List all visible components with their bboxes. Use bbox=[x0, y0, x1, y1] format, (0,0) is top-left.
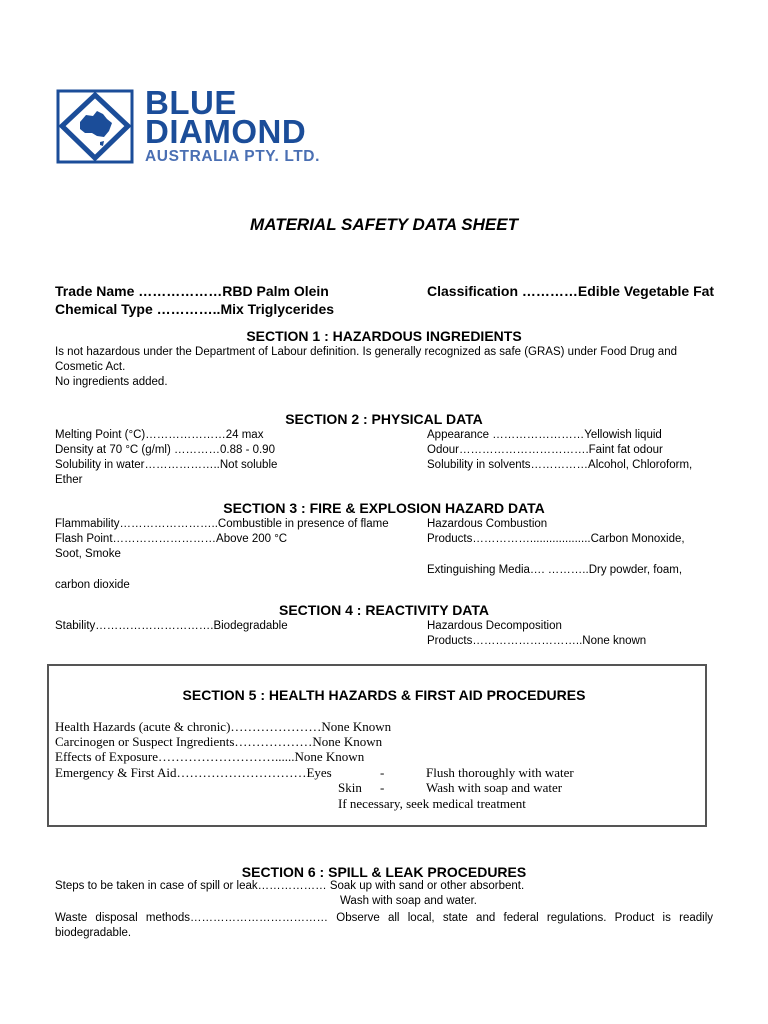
section3-heading: SECTION 3 : FIRE & EXPLOSION HAZARD DATA bbox=[223, 500, 545, 516]
trade-name: Trade Name ………………RBD Palm Olein bbox=[55, 283, 329, 299]
classification: Classification …………Edible Vegetable Fat bbox=[427, 283, 715, 299]
carcinogen: Carcinogen or Suspect Ingredients………………None Known bbox=[55, 734, 383, 749]
spill-wash: Wash with soap and water. bbox=[340, 895, 478, 907]
skin-dash: - bbox=[380, 780, 385, 795]
section1-line1: Is not hazardous under the Department of Labour definition. Is generally recognized as safe (GRAS) under Food Drug and bbox=[55, 346, 677, 358]
odour: Odour…………………………….Faint fat odour bbox=[427, 444, 663, 456]
page-title: MATERIAL SAFETY DATA SHEET bbox=[250, 215, 518, 234]
section6-heading: SECTION 6 : SPILL & LEAK PROCEDURES bbox=[241, 864, 527, 880]
melting-point: Melting Point (°C)…………………24 max bbox=[55, 429, 264, 441]
spill-steps: Steps to be taken in case of spill or leak……………… Soak up with sand or other absorbent. bbox=[55, 880, 525, 892]
effects-of-exposure: Effects of Exposure………………………......None Known bbox=[55, 749, 365, 764]
soot-smoke: Soot, Smoke bbox=[55, 548, 121, 560]
flammability: Flammability……………………..Combustible in presence of flame bbox=[55, 518, 389, 530]
section1-heading: SECTION 1 : HAZARDOUS INGREDIENTS bbox=[246, 328, 522, 344]
emergency-first-aid: Emergency & First Aid…………………………Eyes bbox=[55, 765, 332, 780]
solubility-solvents: Solubility in solvents……………Alcohol, Chloroform, bbox=[427, 459, 693, 471]
density: Density at 70 °C (g/ml) …………0.88 - 0.90 bbox=[55, 444, 275, 456]
flash-point: Flash Point………………………Above 200 °C bbox=[55, 533, 288, 545]
section4-heading: SECTION 4 : REACTIVITY DATA bbox=[278, 602, 489, 618]
waste-disposal: Waste disposal methods……………………………… Observe all local, state and federal regulations. Product is readily biodegradable. bbox=[55, 912, 713, 939]
section1-line3: No ingredients added. bbox=[55, 376, 168, 388]
health-hazards: Health Hazards (acute & chronic)…………………None Known bbox=[55, 719, 392, 734]
chemical-type: Chemical Type …………..Mix Triglycerides bbox=[55, 301, 335, 317]
skin-label: Skin bbox=[338, 780, 362, 795]
section2-heading: SECTION 2 : PHYSICAL DATA bbox=[285, 411, 483, 427]
diamond-logo-icon bbox=[56, 89, 134, 164]
solubility-water: Solubility in water………………..Not soluble bbox=[55, 459, 278, 471]
carbon-dioxide: carbon dioxide bbox=[55, 579, 130, 591]
skin-action: Wash with soap and water bbox=[426, 780, 563, 795]
decomposition-products: Products………………………..None known bbox=[427, 635, 647, 647]
section5-heading: SECTION 5 : HEALTH HAZARDS & FIRST AID PROCEDURES bbox=[182, 687, 586, 703]
hazardous-decomposition: Hazardous Decomposition bbox=[427, 620, 562, 632]
extinguishing-media: Extinguishing Media…. ………..Dry powder, foam, bbox=[427, 564, 683, 576]
hazardous-combustion: Hazardous Combustion bbox=[427, 518, 548, 530]
company-logo bbox=[54, 86, 329, 166]
eyes-action: Flush thoroughly with water bbox=[426, 765, 574, 780]
eyes-dash: - bbox=[380, 765, 385, 780]
combustion-products: Products……………...................Carbon Monoxide, bbox=[427, 533, 685, 545]
medical-treatment: If necessary, seek medical treatment bbox=[338, 796, 526, 811]
ether: Ether bbox=[55, 474, 83, 486]
logo-line-blue: BLUE bbox=[145, 84, 237, 121]
appearance: Appearance ……………………Yellowish liquid bbox=[427, 429, 662, 441]
stability: Stability………………………….Biodegradable bbox=[55, 620, 288, 632]
section1-line2: Cosmetic Act. bbox=[55, 361, 126, 373]
logo-line-diamond: DIAMOND bbox=[145, 113, 307, 150]
logo-line-australia: AUSTRALIA PTY. LTD. bbox=[145, 148, 321, 165]
